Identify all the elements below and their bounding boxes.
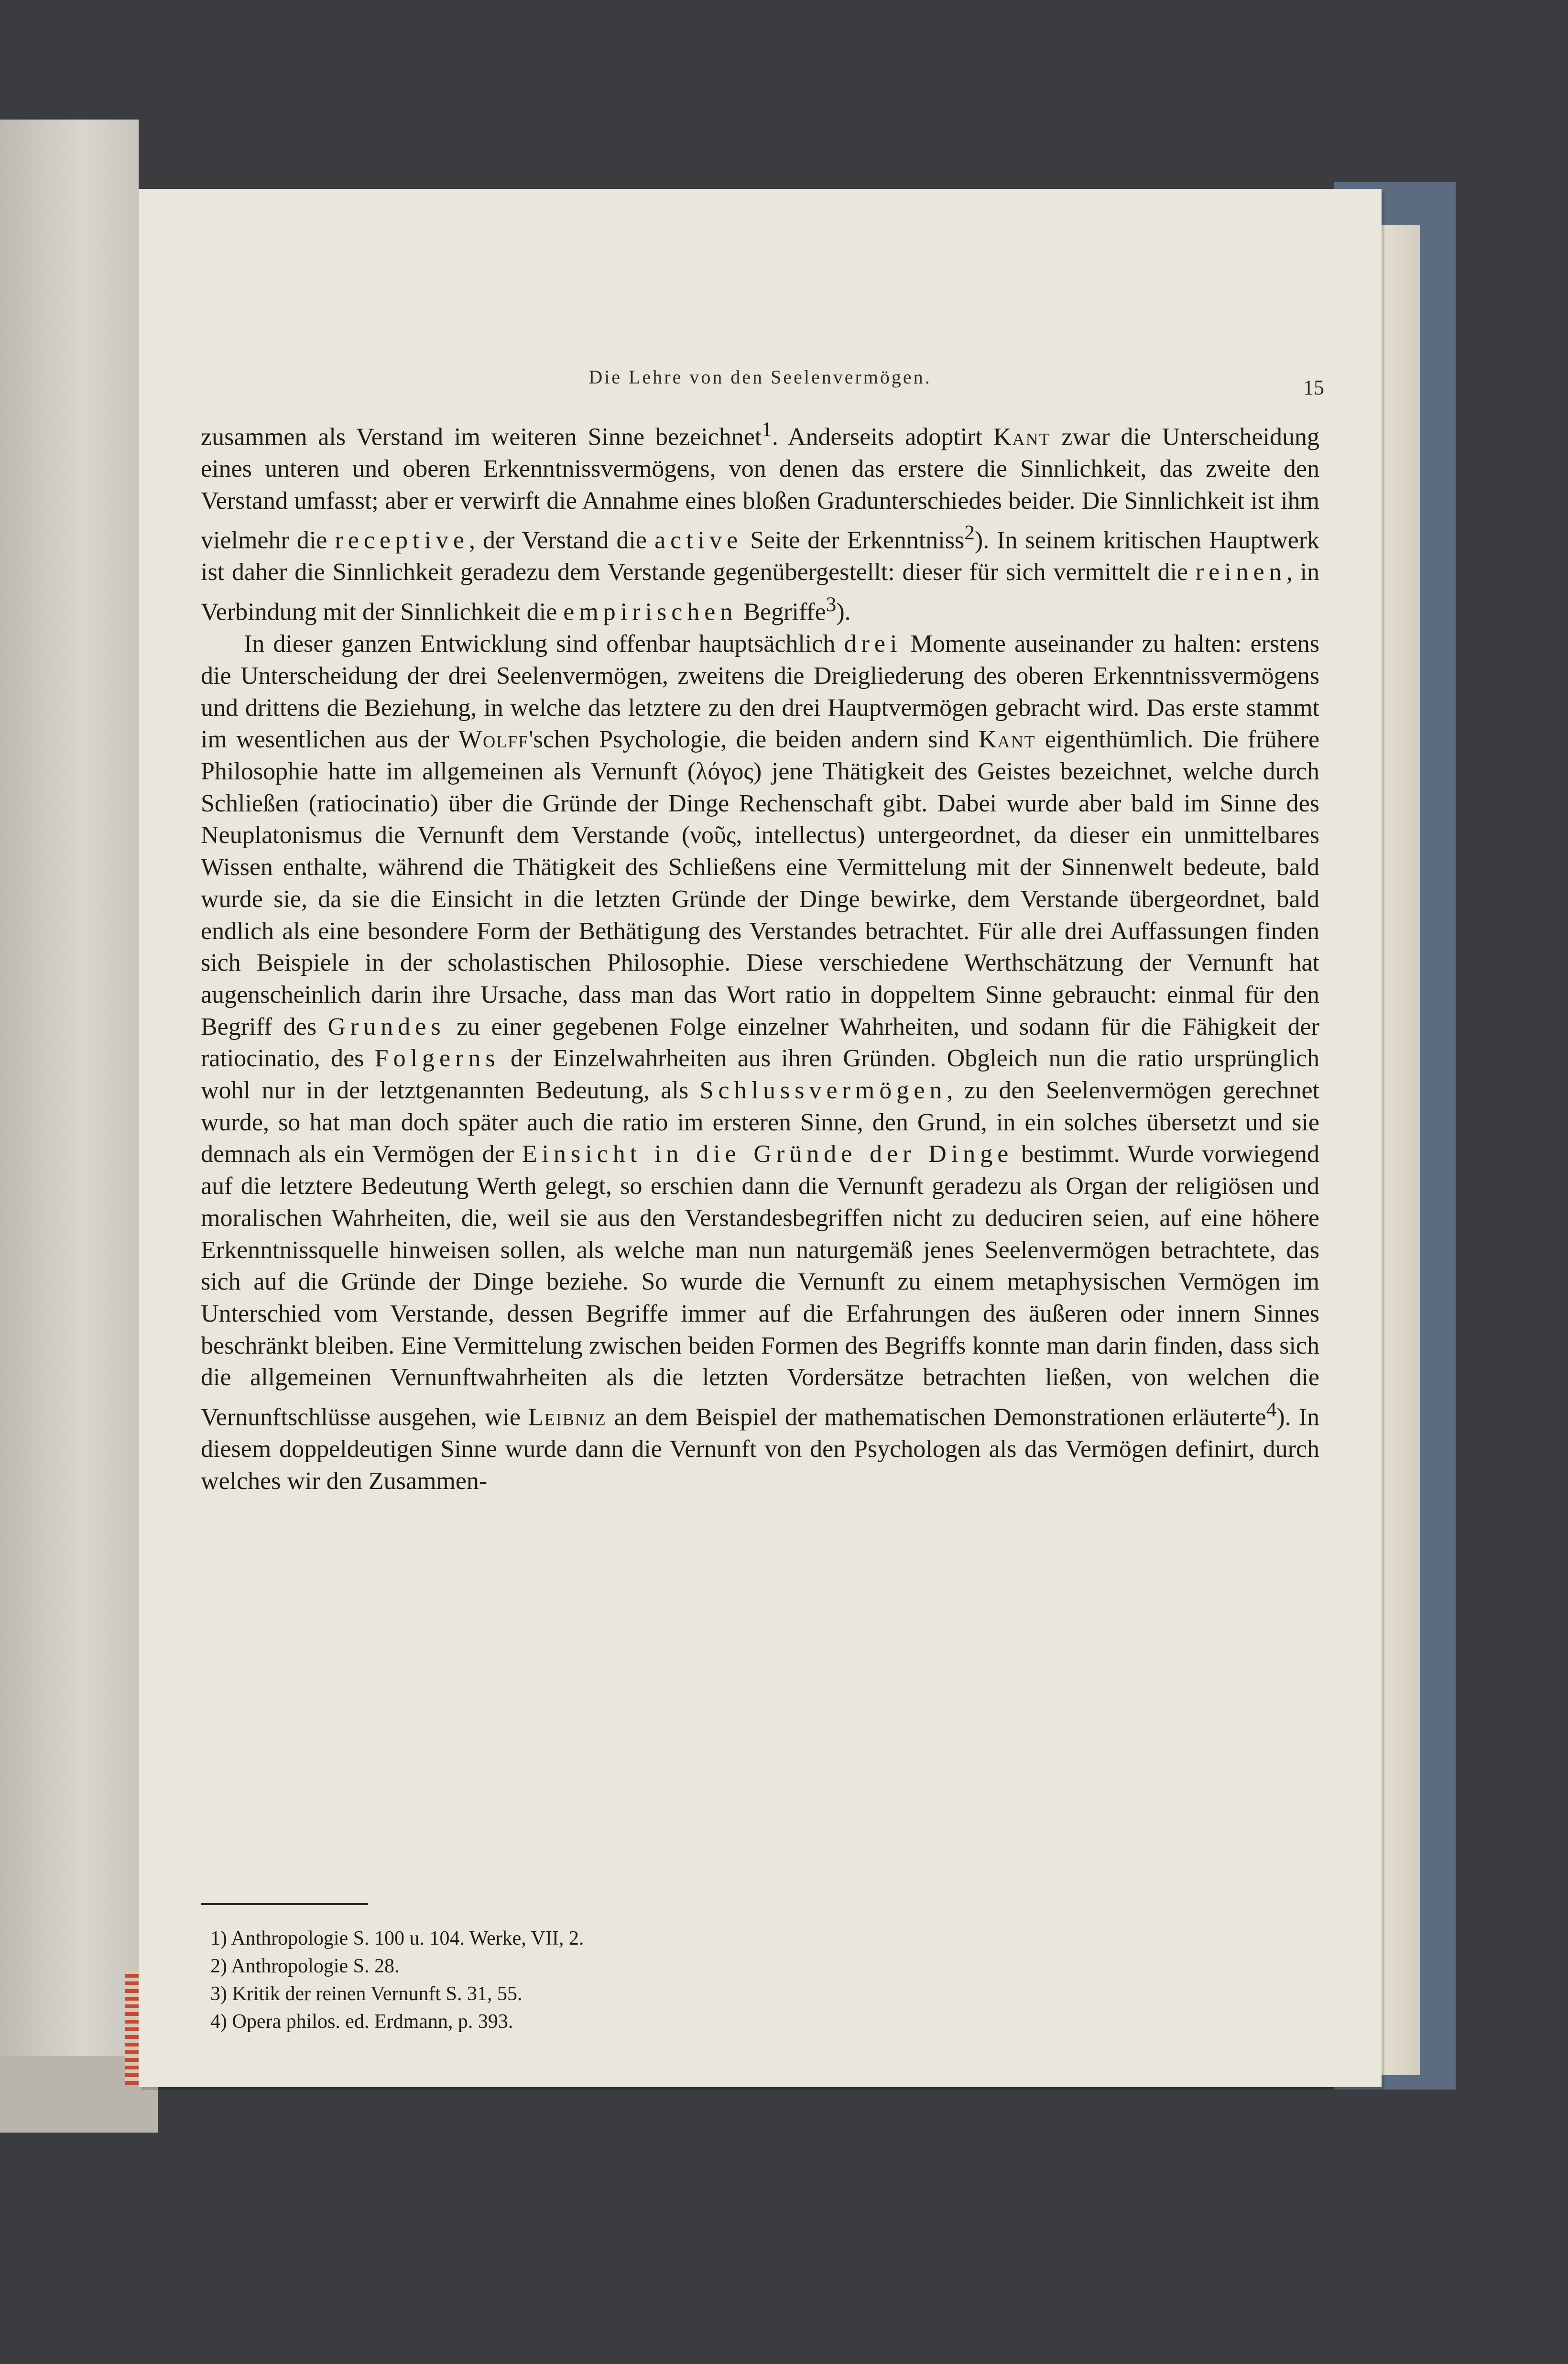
- book-page: [139, 189, 1382, 2087]
- author-wolff: Wolff: [458, 726, 529, 754]
- footnote-ref-2: 2: [964, 521, 975, 545]
- emphasis-einsicht: Einsicht in die Gründe der Dinge: [522, 1140, 1013, 1168]
- emphasis-active: active: [654, 526, 743, 554]
- page-block-edge: [1377, 225, 1420, 2075]
- footnote-3: 3) Kritik der reinen Vernunft S. 31, 55.: [210, 1983, 523, 2005]
- emphasis-drei: drei: [844, 630, 902, 658]
- footnote-2: 2) Anthropologie S. 28.: [210, 1955, 400, 1977]
- left-page-edge: [0, 120, 139, 2128]
- footnote-ref-4: 4: [1266, 1398, 1277, 1422]
- emphasis-receptive: receptive: [335, 526, 469, 554]
- footnote-ref-1: 1: [762, 418, 772, 441]
- author-kant-2: Kant: [979, 726, 1036, 754]
- footnotes: [210, 1925, 1166, 2036]
- footnote-1: 1) Anthropologie S. 100 u. 104. Werke, VII, 2.: [210, 1927, 584, 1949]
- paragraph-2: In dieser ganzen Entwicklung sind offenbar hauptsächlich drei Momente auseinander zu halten: erstens die Unterscheidung der drei Seelenvermögen, zweitens die Dreigliederung des oberen Erkenntnissvermögens und drittens die Beziehung, in welche das letztere zu den drei Hauptvermögen gebracht wird. Das erste stammt im wesentlichen aus der Wolff'schen Psychologie, die beiden andern sind Kant eigenthümlich. Die frühere Philosophie hatte im allgemeinen als Vernunft (λόγος) jene Thätigkeit des Geistes bezeichnet, welche durch Schließen (ratiocinatio) über die Gründe der Dinge Rechenschaft gibt. Dabei wurde aber bald im Sinne des Neuplatonismus die Vernunft dem Verstande (νοῦς, intellectus) untergeordnet, da dieser ein unmittelbares Wissen enthalte, während die Thätigkeit des Schließens eine Vermittelung mit der Sinnenwelt bedeute, bald wurde sie, da sie die Einsicht in die letzten Gründe der Dinge bewirke, dem Verstande übergeordnet, bald endlich als eine besondere Form der Bethätigung des Verstandes betrachtet. Für alle drei Auffassungen finden sich Beispiele in der scholastischen Philosophie. Diese verschiedene Werthschätzung der Vernunft hat augenscheinlich darin ihre Ursache, dass man das Wort ratio in doppeltem Sinne gebraucht: einmal für den Begriff des Grundes zu einer gegebenen Folge einzelner Wahrheiten, und sodann für die Fähigkeit der ratiocinatio, des Folgerns der Einzelwahrheiten aus ihren Gründen. Obgleich nun die ratio ursprünglich wohl nur in der letztgenannten Bedeutung, als Schlussvermögen, zu den Seelenvermögen gerechnet wurde, so hat man doch später auch die ratio im ersteren Sinne, den Grund, in ein solches übersetzt und sie demnach als ein Vermögen der Einsicht in die Gründe der Dinge bestimmt. Wurde vorwiegend auf die letztere Bedeutung Werth gelegt, so erschien dann die Vernunft geradezu als Organ der religiösen und moralischen Wahrheiten, die, weil sie aus den Verstandesbegriffen nicht zu deduciren seien, auf eine höhere Erkenntnissquelle hinweisen sollen, als welche man nun naturgemäß jenes Seelenvermögen betrachtete, das sich auf die Gründe der Dinge beziehe. So wurde die Vernunft zu einem metaphysischen Vermögen im Unterschied vom Verstande, dessen Begriffe immer auf die Erfahrungen des äußeren oder innern Sinnes beschränkt bleiben. Eine Vermittelung zwischen beiden Formen des Begriffs konnte man darin finden, dass sich die allgemeinen Vernunftwahrheiten als die letzten Vordersätze betrachten ließen, von welchen die Vernunftschlüsse ausgehen, wie Leibniz an dem Beispiel der mathematischen Demonstrationen erläuterte$^4$). In diesem doppeldeutigen Sinne wurde dann die Vernunft von den Psychologen als das Vermögen definirt, durch welches wir den Zusammen-: [201, 630, 1320, 1495]
- running-head: Die Lehre von den Seelenvermögen.: [588, 366, 932, 388]
- footnote-ref-3: 3: [826, 593, 837, 616]
- emphasis-reinen: reinen: [1195, 558, 1286, 586]
- body-text: [201, 414, 1319, 1498]
- emphasis-empirischen: empirischen: [563, 598, 738, 626]
- page-number: 15: [1303, 376, 1324, 399]
- emphasis-folgerns: Folgerns: [374, 1045, 500, 1073]
- paragraph-1: zusammen als Verstand im weiteren Sinne bezeichnet$^1$. Anderseits adoptirt Kant zwar die Unterscheidung eines unteren und oberen Erkenntnissvermögens, von denen das erstere die Sinnlichkeit, das zweite den Verstand umfasst; aber er verwirft die Annahme eines bloßen Gradunterschiedes beider. Die Sinnlichkeit ist ihm vielmehr die receptive, der Verstand die active Seite der Erkenntniss$^2$). In seinem kritischen Hauptwerk ist daher die Sinnlichkeit geradezu dem Verstande gegenübergestellt: dieser für sich vermittelt die reinen, in Verbindung mit der Sinnlichkeit die empirischen Begriffe$^3$).: [201, 418, 1320, 626]
- author-leibniz: Leibniz: [528, 1403, 607, 1431]
- footnote-4: 4) Opera philos. ed. Erdmann, p. 393.: [210, 2011, 513, 2033]
- emphasis-schlussvermoegen: Schlussvermögen: [699, 1077, 947, 1105]
- emphasis-grundes: Grundes: [327, 1013, 446, 1040]
- footnote-rule: [201, 1903, 368, 1905]
- author-kant: Kant: [993, 423, 1051, 451]
- page-header: [139, 366, 1382, 399]
